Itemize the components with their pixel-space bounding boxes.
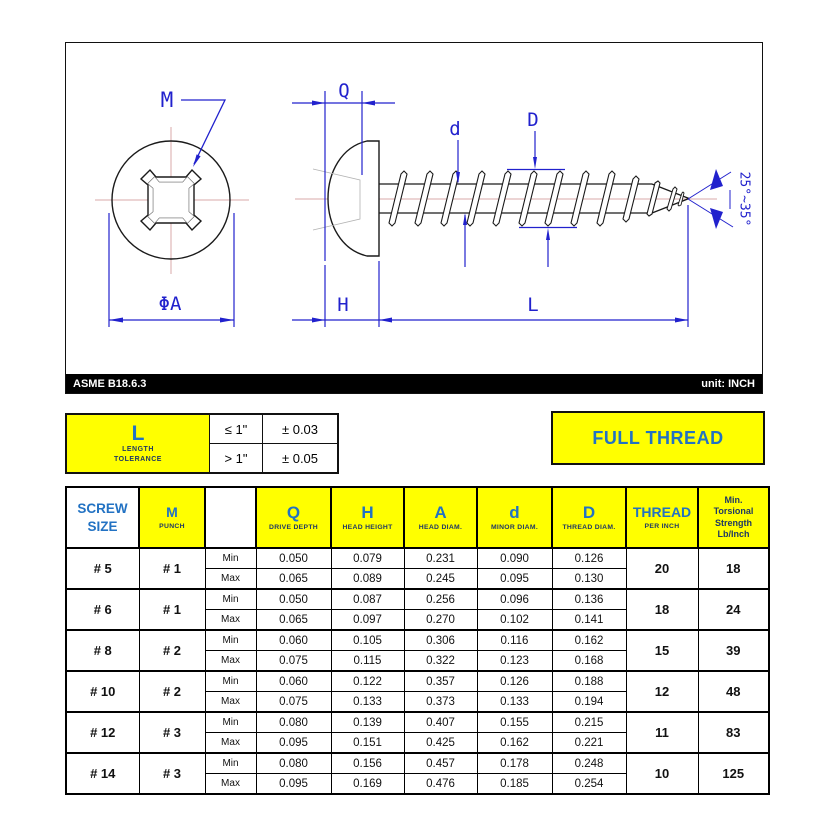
value-cell: 0.185: [477, 774, 552, 795]
min-label-cell: Min: [205, 712, 256, 733]
thread-diameter-label: D: [527, 109, 539, 131]
standard-label: ASME B18.6.3: [73, 377, 147, 390]
size-cell: # 5: [66, 548, 139, 589]
screw-technical-drawing: [66, 43, 762, 374]
value-cell: 0.151: [331, 733, 404, 754]
value-cell: 0.075: [256, 651, 331, 672]
thread-cell: 10: [626, 753, 698, 794]
full-thread-label: FULL THREAD: [592, 427, 724, 448]
value-cell: 0.162: [477, 733, 552, 754]
arrowhead: [533, 157, 537, 169]
max-label-cell: Max: [205, 774, 256, 795]
arrowhead: [109, 318, 123, 323]
header-thread-per-inch: [626, 487, 698, 548]
min-label-cell: Min: [205, 630, 256, 651]
strength-cell: 18: [698, 548, 769, 589]
arrowhead: [362, 101, 375, 106]
unit-label: unit: INCH: [701, 377, 755, 390]
length-tolerance-table: [65, 413, 339, 474]
value-cell: 0.126: [477, 671, 552, 692]
header-thread-diam: [552, 487, 626, 548]
value-cell: 0.095: [477, 569, 552, 590]
header-text: SIZE: [87, 518, 118, 534]
value-cell: 0.060: [256, 671, 331, 692]
tolerance-value: ± 0.05: [263, 444, 339, 474]
value-cell: 0.126: [552, 548, 626, 569]
size-cell: # 6: [66, 589, 139, 630]
min-label-cell: Min: [205, 753, 256, 774]
strength-cell: 24: [698, 589, 769, 630]
tolerance-caption-line1: LENGTH: [122, 445, 154, 453]
size-cell: # 14: [66, 753, 139, 794]
value-cell: 0.116: [477, 630, 552, 651]
value-cell: 0.178: [477, 753, 552, 774]
value-cell: 0.306: [404, 630, 477, 651]
value-cell: 0.407: [404, 712, 477, 733]
value-cell: 0.373: [404, 692, 477, 713]
recess-leader-line: [181, 100, 225, 164]
value-cell: 0.476: [404, 774, 477, 795]
spec-row: [66, 630, 769, 651]
header-drive-depth: [256, 487, 331, 548]
value-cell: 0.130: [552, 569, 626, 590]
max-label-cell: Max: [205, 692, 256, 713]
header-symbol: THREAD: [632, 504, 692, 521]
tolerance-value: ± 0.03: [263, 414, 339, 444]
header-symbol: H: [361, 502, 374, 522]
value-cell: 0.168: [552, 651, 626, 672]
strength-cell: 39: [698, 630, 769, 671]
header-caption: THREAD DIAM.: [562, 524, 616, 532]
min-label-cell: Min: [205, 671, 256, 692]
value-cell: 0.097: [331, 610, 404, 631]
value-cell: 0.075: [256, 692, 331, 713]
value-cell: 0.105: [331, 630, 404, 651]
max-label-cell: Max: [205, 569, 256, 590]
header-caption: PER INCH: [644, 522, 680, 530]
strength-cell: 125: [698, 753, 769, 794]
tolerance-condition: > 1": [210, 444, 263, 474]
value-cell: 0.065: [256, 610, 331, 631]
punch-cell: # 3: [139, 753, 205, 794]
tolerance-header-cell: [66, 414, 210, 473]
full-thread-banner: [551, 411, 765, 465]
size-cell: # 12: [66, 712, 139, 753]
value-cell: 0.060: [256, 630, 331, 651]
header-text: Torsional: [713, 506, 754, 517]
value-cell: 0.248: [552, 753, 626, 774]
value-cell: 0.089: [331, 569, 404, 590]
phillips-recess-outline: [141, 170, 201, 230]
max-label-cell: Max: [205, 733, 256, 754]
value-cell: 0.096: [477, 589, 552, 610]
value-cell: 0.156: [331, 753, 404, 774]
value-cell: 0.139: [331, 712, 404, 733]
thread-cell: 15: [626, 630, 698, 671]
value-cell: 0.254: [552, 774, 626, 795]
value-cell: 0.270: [404, 610, 477, 631]
spec-header-row: [66, 487, 769, 548]
punch-cell: # 1: [139, 548, 205, 589]
value-cell: 0.231: [404, 548, 477, 569]
thread-cell: 18: [626, 589, 698, 630]
value-cell: 0.080: [256, 753, 331, 774]
head-diameter-label: ΦA: [158, 293, 182, 315]
min-label-cell: Min: [205, 548, 256, 569]
value-cell: 0.050: [256, 548, 331, 569]
tolerance-caption-line2: TOLERANCE: [114, 456, 162, 463]
header-text: Strength: [715, 517, 752, 528]
header-caption: DRIVE DEPTH: [269, 524, 318, 532]
value-cell: 0.095: [256, 774, 331, 795]
header-screw-size: [66, 487, 139, 548]
strength-cell: 48: [698, 671, 769, 712]
spec-row: [66, 753, 769, 774]
value-cell: 0.188: [552, 671, 626, 692]
thread-cell: 11: [626, 712, 698, 753]
screw-spec-table: [65, 486, 770, 795]
recess-label: M: [160, 88, 174, 112]
tolerance-condition: ≤ 1": [210, 414, 263, 444]
header-caption: PUNCH: [159, 522, 185, 530]
size-cell: # 10: [66, 671, 139, 712]
spec-row: [66, 589, 769, 610]
header-minmax-spacer: [205, 487, 256, 548]
value-cell: 0.457: [404, 753, 477, 774]
header-symbol: d: [509, 502, 520, 522]
value-cell: 0.090: [477, 548, 552, 569]
thread-cell: 20: [626, 548, 698, 589]
pan-head-profile: [328, 141, 379, 256]
header-symbol: M: [166, 504, 178, 521]
value-cell: 0.133: [331, 692, 404, 713]
head-height-label: H: [337, 294, 349, 316]
max-label-cell: Max: [205, 651, 256, 672]
punch-cell: # 2: [139, 671, 205, 712]
value-cell: 0.194: [552, 692, 626, 713]
header-minor-diam: [477, 487, 552, 548]
minor-diameter-label: d: [449, 118, 461, 140]
header-text: Lb/Inch: [717, 528, 750, 539]
punch-cell: # 2: [139, 630, 205, 671]
strength-cell: 83: [698, 712, 769, 753]
value-cell: 0.169: [331, 774, 404, 795]
header-caption: HEAD DIAM.: [418, 524, 463, 532]
value-cell: 0.102: [477, 610, 552, 631]
drive-depth-label: Q: [338, 80, 350, 102]
spec-row: [66, 671, 769, 692]
max-label-cell: Max: [205, 610, 256, 631]
value-cell: 0.136: [552, 589, 626, 610]
value-cell: 0.162: [552, 630, 626, 651]
value-cell: 0.322: [404, 651, 477, 672]
tolerance-symbol: L: [131, 421, 145, 445]
value-cell: 0.256: [404, 589, 477, 610]
arrowhead: [312, 318, 325, 323]
value-cell: 0.221: [552, 733, 626, 754]
value-cell: 0.065: [256, 569, 331, 590]
min-label-cell: Min: [205, 589, 256, 610]
value-cell: 0.357: [404, 671, 477, 692]
thread-cell: 12: [626, 671, 698, 712]
arrowhead: [220, 318, 234, 323]
punch-cell: # 1: [139, 589, 205, 630]
header-torsional-strength: [698, 487, 769, 548]
header-head-diam: [404, 487, 477, 548]
length-label: L: [527, 294, 539, 316]
arrowhead: [675, 318, 688, 323]
value-cell: 0.245: [404, 569, 477, 590]
value-cell: 0.141: [552, 610, 626, 631]
value-cell: 0.095: [256, 733, 331, 754]
value-cell: 0.215: [552, 712, 626, 733]
header-symbol: D: [582, 502, 596, 522]
spec-row: [66, 548, 769, 569]
header-punch: [139, 487, 205, 548]
value-cell: 0.123: [477, 651, 552, 672]
header-symbol: A: [434, 502, 447, 522]
size-cell: # 8: [66, 630, 139, 671]
technical-drawing-panel: [65, 42, 763, 394]
punch-cell: # 3: [139, 712, 205, 753]
value-cell: 0.079: [331, 548, 404, 569]
spec-row: [66, 712, 769, 733]
header-text: Min.: [724, 495, 743, 505]
value-cell: 0.087: [331, 589, 404, 610]
header-text: SCREW: [77, 500, 128, 516]
value-cell: 0.425: [404, 733, 477, 754]
arrowhead: [546, 228, 550, 240]
drawing-title-bar: [66, 374, 762, 393]
header-caption: HEAD HEIGHT: [342, 524, 393, 532]
header-caption: MINOR DIAM.: [490, 524, 539, 532]
arrowhead: [312, 101, 325, 106]
header-symbol: Q: [286, 502, 301, 522]
value-cell: 0.122: [331, 671, 404, 692]
value-cell: 0.050: [256, 589, 331, 610]
value-cell: 0.155: [477, 712, 552, 733]
tip-angle-label: 25°~35°: [736, 171, 752, 227]
recess-leader-arrow: [193, 154, 201, 167]
value-cell: 0.133: [477, 692, 552, 713]
value-cell: 0.080: [256, 712, 331, 733]
value-cell: 0.115: [331, 651, 404, 672]
arrowhead: [463, 213, 467, 225]
header-head-height: [331, 487, 404, 548]
